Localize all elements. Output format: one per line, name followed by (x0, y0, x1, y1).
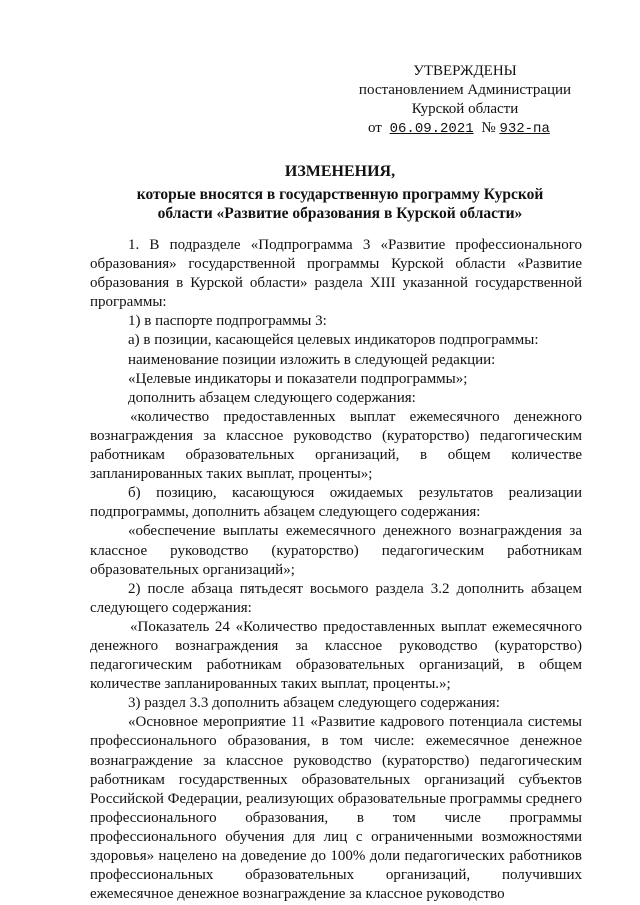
paragraph: наименование позиции изложить в следующей редакции: (128, 351, 496, 368)
paragraph: «количество предоставленных выплат ежемесячного денежного вознаграждения за классное руководство (кураторство) педагогическим работникам образовательных организаций, в общем количестве запланированных таких выплат, проценты»; (90, 408, 582, 483)
approval-number: 932-па (499, 121, 550, 137)
approval-authority: постановлением Администрации (358, 82, 572, 98)
paragraph: 1) в паспорте подпрограммы 3: (128, 313, 327, 330)
paragraph: 2) после абзаца пятьдесят восьмого раздела 3.2 дополнить абзацем следующего содержания: (90, 580, 582, 616)
paragraph: «Целевые индикаторы и показатели подпрограммы»; (128, 370, 468, 387)
number-prefix: № (481, 120, 496, 136)
paragraph: «Основное мероприятие 11 «Развитие кадрового потенциала системы профессионального образования, в том числе: ежемесячное денежное вознаграждение за классное руководство (кураторство) педагогическим работникам государственных образовательных организаций субъектов Российской Федерации, реализующих образовательные программы среднего профессионального образования, в том числе программы профессионального обучения для лиц с ограниченными возможностями здоровья» нацелено на доведение до 100% доли педагогических работников профессиональных образовательных организаций, получивших ежемесячное денежное вознаграждение за классное руководство (90, 714, 582, 903)
approval-region: Курской области (411, 101, 519, 117)
paragraph: 3) раздел 3.3 дополнить абзацем следующего содержания: (128, 695, 500, 712)
paragraph: «Показатель 24 «Количество предоставленных выплат ежемесячного денежного вознаграждения за классное руководство (кураторство) педагогическим работникам образовательных организаций, в общем количестве запланированных таких выплат, проценты.»; (90, 618, 582, 693)
document-title: ИЗМЕНЕНИЯ, (284, 163, 396, 180)
paragraph: дополнить абзацем следующего содержания: (128, 389, 416, 406)
document-heading (90, 162, 590, 223)
document-subtitle-line-2: области «Развитие образования в Курской области» (157, 205, 523, 222)
date-prefix: от (368, 120, 382, 136)
approval-date: 06.09.2021 (389, 121, 474, 137)
paragraph: «обеспечение выплаты ежемесячного денежного вознаграждения за классное руководство (кураторство) педагогическим работникам образовательных организаций»; (90, 523, 582, 578)
approval-reference (330, 119, 600, 139)
paragraph: а) в позиции, касающейся целевых индикаторов подпрограммы: (128, 332, 539, 349)
approval-block (330, 62, 600, 139)
paragraph: 1. В подразделе «Подпрограмма 3 «Развитие профессионального образования» государственной программы Курской области «Развитие образования в Курской области» раздела XIII указанной государственной программы: (90, 237, 582, 311)
paragraph: б) позицию, касающуюся ожидаемых результатов реализации подпрограммы, дополнить абзацем следующего содержания: (90, 485, 582, 521)
approval-title: УТВЕРЖДЕНЫ (413, 63, 517, 79)
document-subtitle-line-1: которые вносятся в государственную программу Курской (136, 186, 544, 203)
document-body (90, 236, 582, 904)
